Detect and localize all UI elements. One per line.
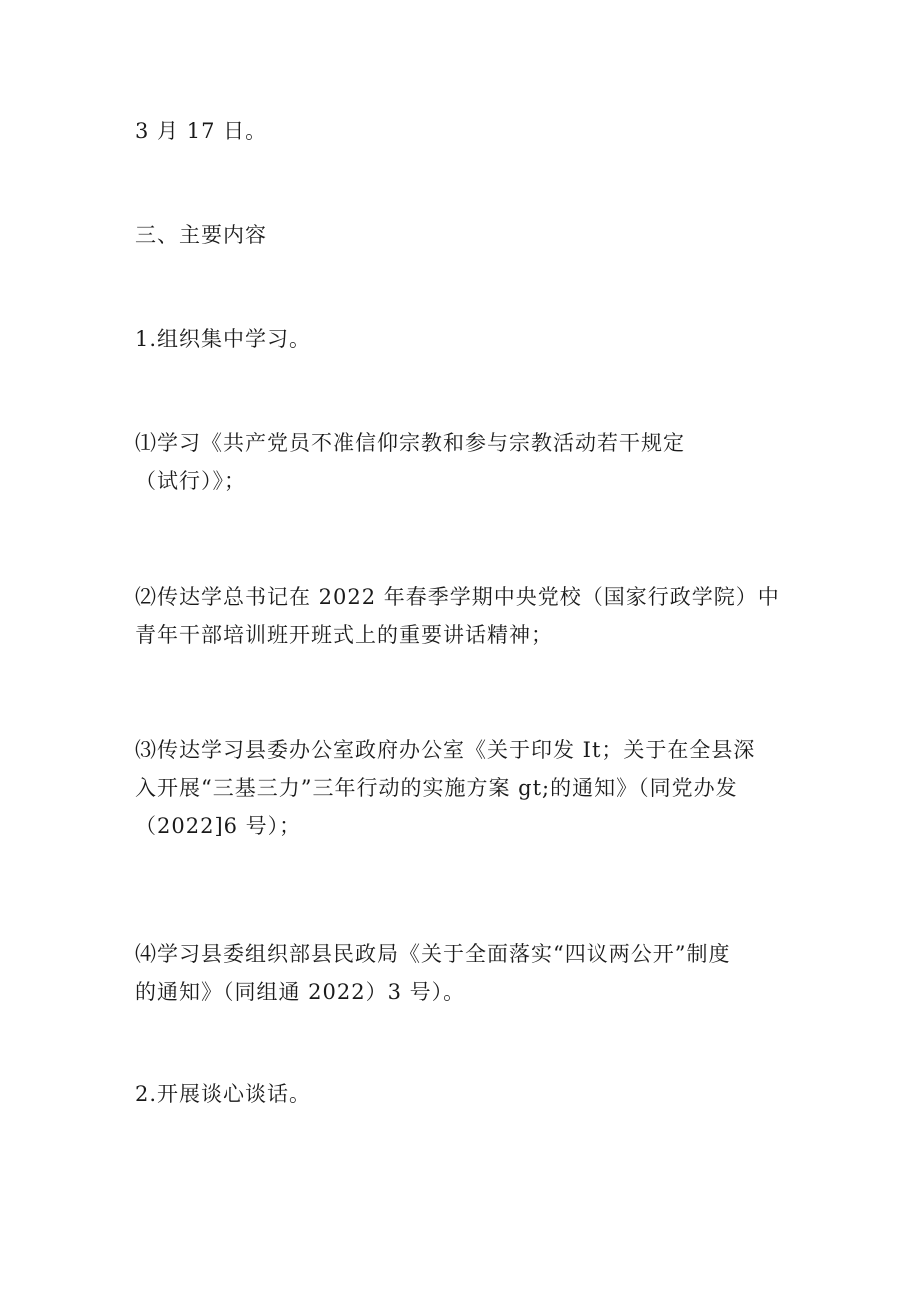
paragraph-line: （试行）》；	[135, 469, 246, 493]
list-item-4	[135, 935, 797, 1011]
paragraph-line: 青年干部培训班开班式上的重要讲话精神；	[135, 623, 553, 647]
list-item-1	[135, 424, 797, 500]
date-paragraph	[135, 112, 797, 150]
paragraph-line: ⑴学习《共产党员不准信仰宗教和参与宗教活动若干规定	[135, 431, 685, 455]
paragraph-line: ⑵传达学总书记在 2022 年春季学期中央党校（国家行政学院）中	[135, 585, 780, 609]
subsection-heading-study	[135, 320, 797, 358]
paragraph-line: 三、主要内容	[135, 223, 267, 247]
paragraph-line: 入开展“三基三力”三年行动的实施方案 gt;的通知》（同党办发	[135, 776, 738, 800]
section-heading	[135, 216, 797, 254]
list-item-2	[135, 578, 797, 654]
paragraph-line: 的通知》（同组通 2022）3 号）。	[135, 980, 466, 1004]
paragraph-line: 3 月 17 日。	[135, 119, 268, 143]
subsection-heading-talks	[135, 1075, 797, 1113]
paragraph-line: ⑶传达学习县委办公室政府办公室《关于印发 It；关于在全县深	[135, 738, 756, 762]
paragraph-line: （2022]6 号）；	[135, 814, 302, 838]
list-item-3	[135, 731, 797, 845]
paragraph-line: 1.组织集中学习。	[135, 327, 312, 351]
paragraph-line: 2.开展谈心谈话。	[135, 1082, 312, 1106]
paragraph-line: ⑷学习县委组织部县民政局《关于全面落实“四议两公开”制度	[135, 942, 731, 966]
